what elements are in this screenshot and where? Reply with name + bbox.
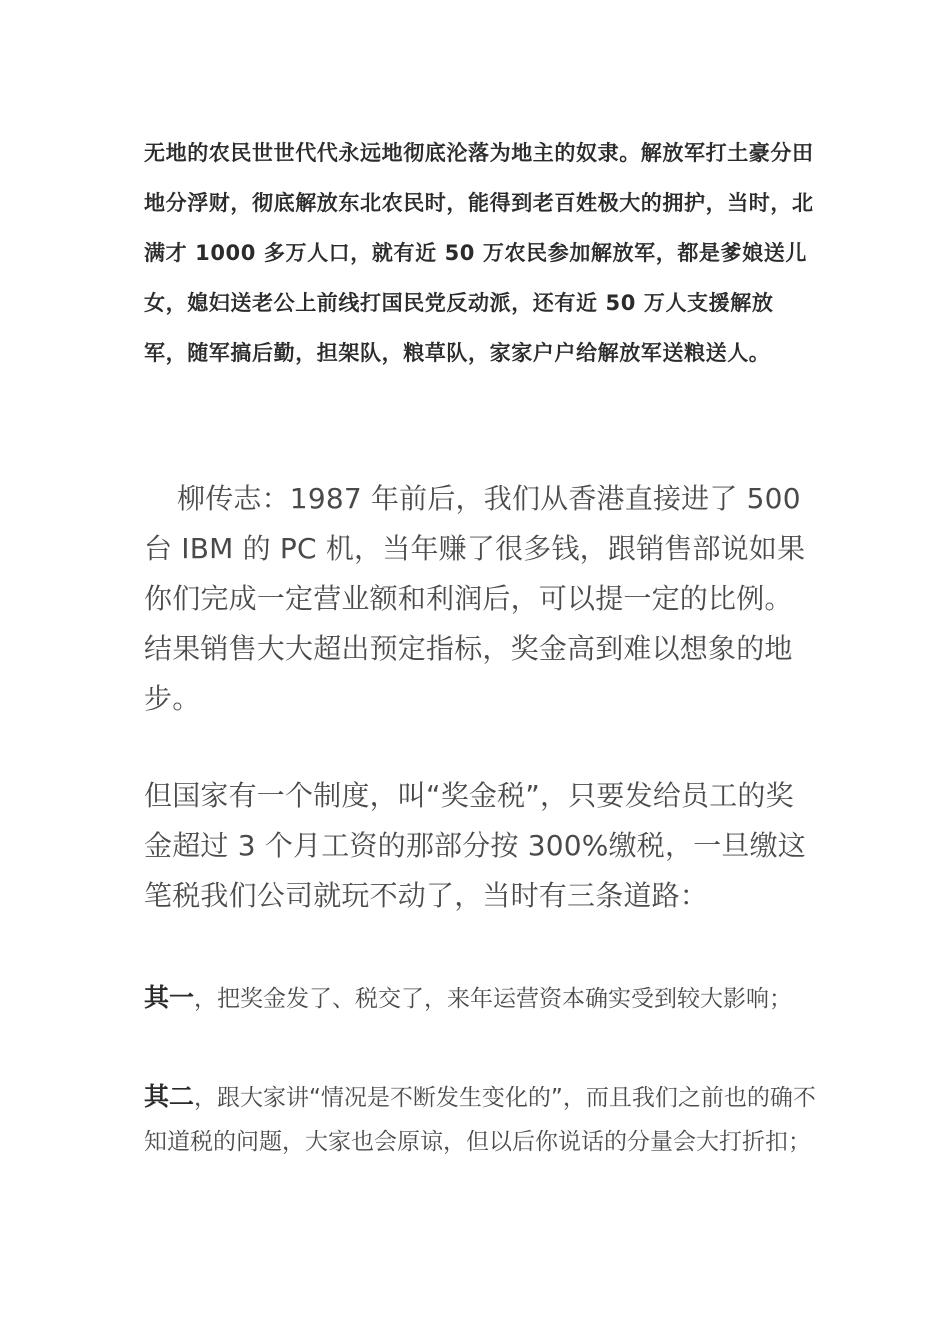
- paragraph-quote-text: 柳传志：1987 年前后，我们从香港直接进了 500 台 IBM 的 PC 机，当年赚了很多钱，跟销售部说如果你们完成一定营业额和利润后，可以提一定的比例。结果销售大大超出预定指标，奖金高到难以想象的地步。: [144, 482, 806, 715]
- option-one-text: ，把奖金发了、税交了，来年运营资本确实受到较大影响；: [194, 986, 793, 1012]
- paragraph-option-one: [144, 976, 824, 1021]
- paragraph-tax: 但国家有一个制度，叫“奖金税”，只要发给员工的奖金超过 3 个月工资的那部分按 300%缴税，一旦缴这笔税我们公司就玩不动了，当时有三条道路：: [144, 779, 806, 912]
- paragraph-intro: 无地的农民世世代代永远地彻底沦落为地主的奴隶。解放军打土豪分田地分浮财，彻底解放东北农民时，能得到老百姓极大的拥护，当时，北满才 1000 多万人口，就有近 50 万农民参加解放军，都是爹娘送儿女，媳妇送老公上前线打国民党反动派，还有近 50 万人支援解放军，随军搞后勤，担架队，粮草队，家家户户给解放军送粮送人。: [144, 141, 814, 365]
- paragraph-option-two: [144, 1075, 824, 1164]
- paragraph-quote: [144, 474, 814, 724]
- option-two-lead: 其二: [144, 1082, 195, 1111]
- option-one-lead: 其一: [144, 983, 195, 1012]
- option-two-text: ，跟大家讲“情况是不断发生变化的”，而且我们之前也的确不知道税的问题，大家也会原谅，但以后你说话的分量会大打折扣；: [144, 1085, 816, 1155]
